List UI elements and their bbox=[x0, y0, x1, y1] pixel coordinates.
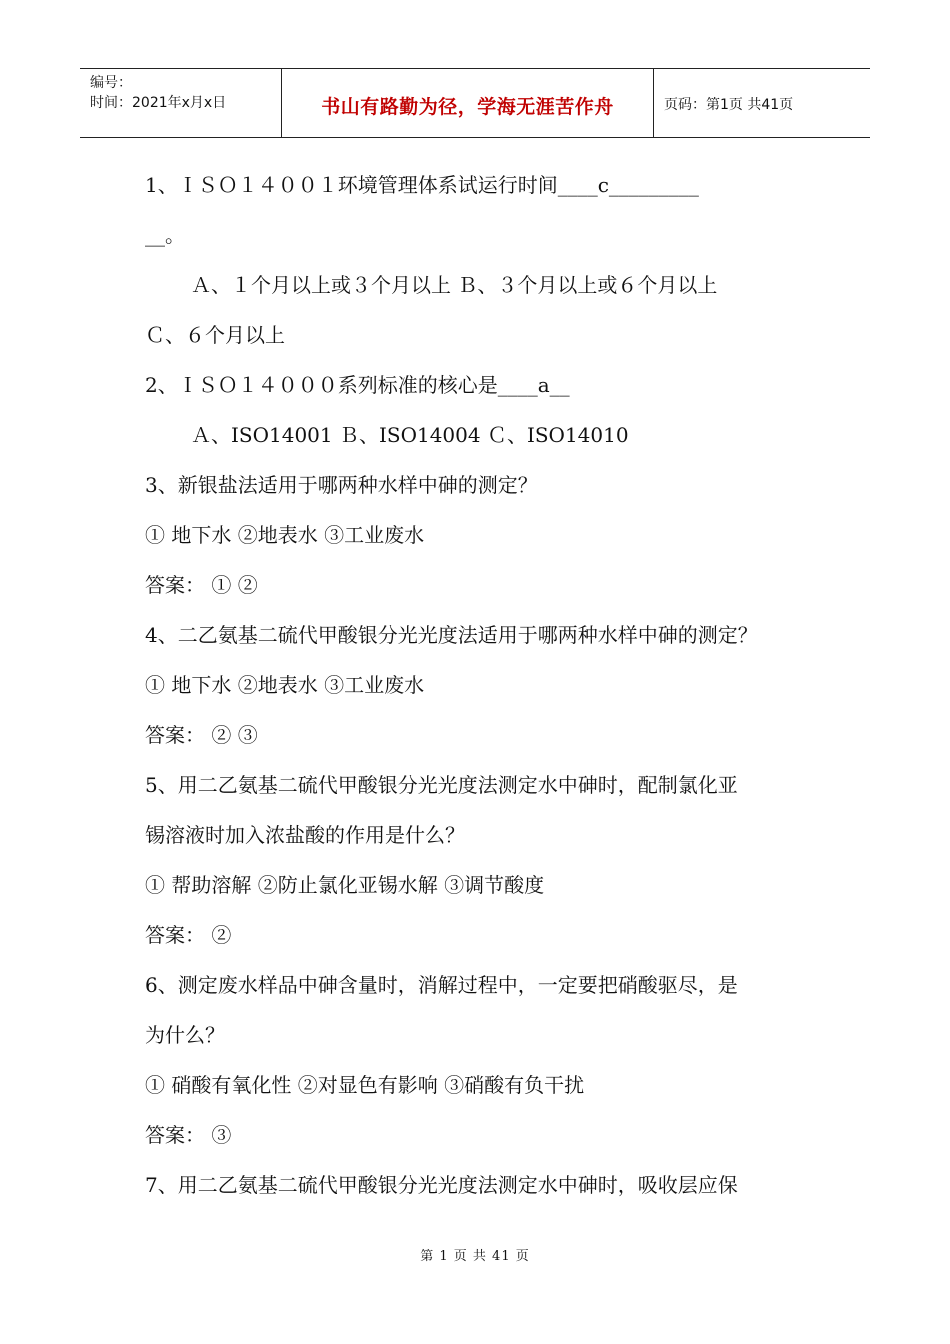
header-motto: 书山有路勤为径，学海无涯苦作舟 bbox=[321, 95, 614, 118]
question-1-line-1: 1、ＩＳＯ１４００１环境管理体系试运行时间____c_________ bbox=[145, 173, 699, 197]
page-footer: 第 1 页 共 41 页 bbox=[420, 1249, 530, 1264]
question-6-line-1: 6、测定废水样品中砷含量时，消解过程中，一定要把硝酸驱尽，是 bbox=[145, 973, 738, 997]
question-7-line-1: 7、用二乙氨基二硫代甲酸银分光光度法测定水中砷时，吸收层应保 bbox=[145, 1173, 738, 1197]
header-page-cell bbox=[654, 69, 870, 137]
question-4-options: ① 地下水 ②地表水 ③工业废水 bbox=[145, 673, 425, 697]
question-3: 3、新银盐法适用于哪两种水样中砷的测定？ bbox=[145, 473, 538, 497]
question-5-answer: 答案： ② bbox=[145, 923, 232, 947]
question-1-options-ab: Ａ、１个月以上或３个月以上 Ｂ、３个月以上或６个月以上 bbox=[191, 273, 718, 297]
question-1-line-2: __。 bbox=[145, 223, 185, 247]
question-4: 4、二乙氨基二硫代甲酸银分光光度法适用于哪两种水样中砷的测定？ bbox=[145, 623, 758, 647]
question-2-options: Ａ、ISO14001 Ｂ、ISO14004 Ｃ、ISO14010 bbox=[191, 423, 629, 447]
question-5-options: ① 帮助溶解 ②防止氯化亚锡水解 ③调节酸度 bbox=[145, 873, 545, 897]
question-1-option-c: Ｃ、６个月以上 bbox=[145, 323, 285, 347]
question-5-line-1: 5、用二乙氨基二硫代甲酸银分光光度法测定水中砷时，配制氯化亚 bbox=[145, 773, 738, 797]
question-4-answer: 答案： ② ③ bbox=[145, 723, 258, 747]
question-3-options: ① 地下水 ②地表水 ③工业废水 bbox=[145, 523, 425, 547]
header-page-info: 页码：第1页 共41页 bbox=[664, 97, 794, 113]
header-motto-cell bbox=[282, 69, 654, 137]
time-label: 时间：2021年x月x日 bbox=[90, 95, 227, 111]
question-3-answer: 答案： ① ② bbox=[145, 573, 258, 597]
number-label: 编号： bbox=[90, 75, 132, 91]
question-6-line-2: 为什么？ bbox=[145, 1023, 225, 1047]
question-body bbox=[145, 160, 810, 1210]
question-5-line-2: 锡溶液时加入浓盐酸的作用是什么？ bbox=[145, 823, 465, 847]
header-meta bbox=[80, 69, 282, 137]
question-6-options: ① 硝酸有氧化性 ②对显色有影响 ③硝酸有负干扰 bbox=[145, 1073, 585, 1097]
question-6-answer: 答案： ③ bbox=[145, 1123, 232, 1147]
question-2: 2、ＩＳＯ１４０００系列标准的核心是____a__ bbox=[145, 373, 570, 397]
document-header bbox=[80, 68, 870, 138]
